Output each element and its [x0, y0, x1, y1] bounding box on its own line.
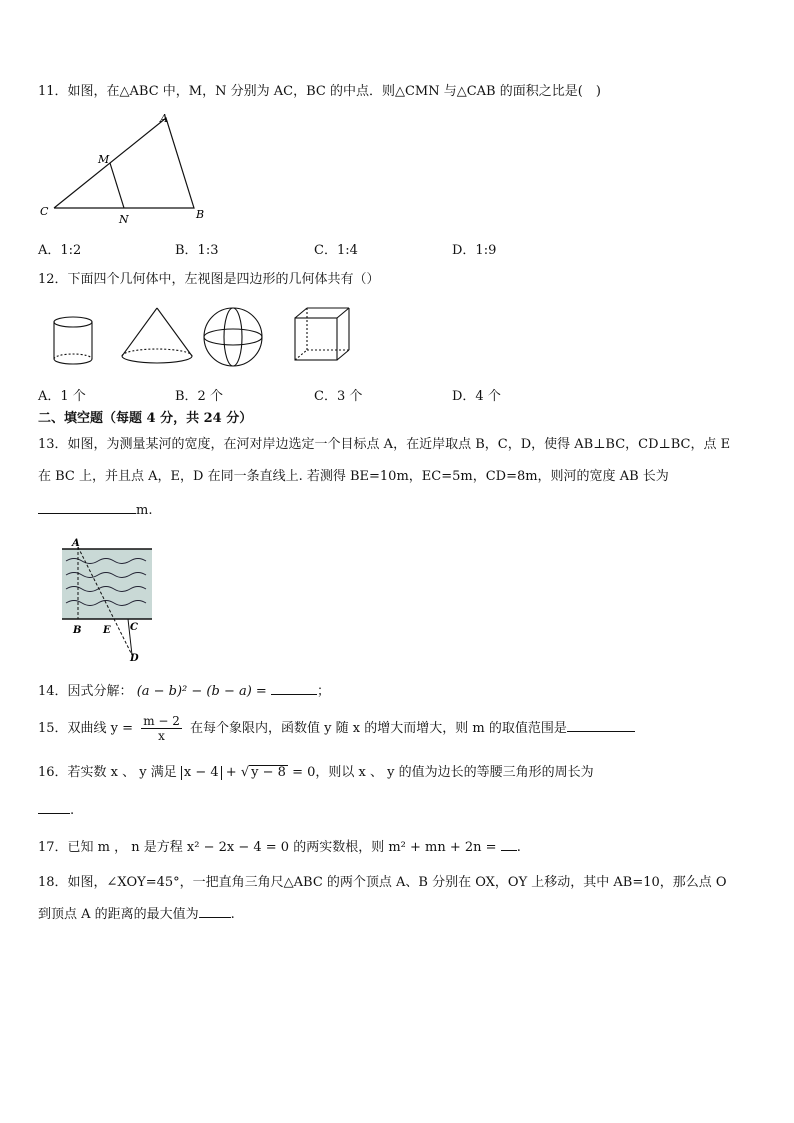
- label-b: B: [196, 208, 205, 221]
- label-a: A: [72, 538, 80, 549]
- solids-figure: [40, 300, 370, 370]
- question-11-text: 11．如图，在△ABC 中，M，N 分别为 AC，BC 的中点．则△CMN 与△CAB 的面积之比是( ): [38, 84, 601, 99]
- answer-blank-17[interactable]: [501, 837, 517, 851]
- q12-option-b[interactable]: B．2 个: [175, 389, 223, 404]
- label-m: M: [98, 153, 110, 166]
- segment-mn: [110, 163, 124, 208]
- question-13-line1: 13．如图，为测量某河的宽度，在河对岸边选定一个目标点 A，在近岸取点 B，C，D，使得 AB⊥BC，CD⊥BC，点 E: [38, 437, 731, 452]
- question-16: 16．若实数 x 、 y 满足 x − 4 + √ y − 8 = 0，则以 x 、 y 的值为边长的等腰三角形的周长为: [38, 765, 594, 780]
- q11-option-d[interactable]: D．1:9: [452, 243, 497, 258]
- cone-icon: [122, 308, 192, 363]
- q12-option-c[interactable]: C．3 个: [314, 389, 363, 404]
- question-18-line1: 18．如图，∠XOY=45°，一把直角三角尺△ABC 的两个顶点 A、B 分别在 OX，OY 上移动，其中 AB=10，那么点 O: [38, 875, 727, 890]
- q12-option-a[interactable]: A．1 个: [38, 389, 86, 404]
- label-n: N: [119, 213, 129, 226]
- label-e: E: [103, 625, 111, 636]
- section-title: 二、填空题（每题 4 分，共 24 分）: [38, 411, 253, 426]
- question-18-line2: 到顶点 A 的距离的最大值为 .: [38, 904, 235, 924]
- answer-blank-18[interactable]: [199, 904, 231, 918]
- question-16-line2: .: [38, 800, 74, 820]
- question-13-line3: m.: [38, 500, 152, 520]
- sphere-icon: [204, 308, 262, 366]
- answer-blank-14[interactable]: [271, 681, 317, 695]
- label-b: B: [73, 625, 82, 636]
- label-c: C: [40, 205, 49, 218]
- q12-option-d[interactable]: D．4 个: [452, 389, 501, 404]
- q11-option-b[interactable]: B．1:3: [175, 243, 219, 258]
- question-12-text: 12．下面四个几何体中，左视图是四边形的几何体共有（）: [38, 272, 380, 287]
- question-14: 14．因式分解： (a − b)² − (b − a) = ；: [38, 681, 330, 701]
- answer-blank-13[interactable]: [38, 500, 136, 514]
- fraction: $\frac{m - 2}{x}$: [143, 714, 180, 743]
- absolute-value: x − 4: [181, 766, 222, 780]
- label-a: A: [160, 112, 168, 125]
- river-water: [62, 549, 152, 619]
- answer-blank-15[interactable]: [567, 718, 635, 732]
- answer-blank-16[interactable]: [38, 800, 70, 814]
- label-d: D: [130, 653, 139, 663]
- triangle-abc: [54, 118, 194, 208]
- factor-expression: (a − b)² − (b − a) =: [136, 684, 267, 699]
- cylinder-icon: [54, 317, 92, 364]
- question-15: 15．双曲线 y = $\frac{m - 2}{x}$ 在每个象限内，函数值 y 随 x 的增大而增大，则 m 的取值范围是: [38, 714, 635, 744]
- question-17: 17．已知 m ， n 是方程 x² − 2x − 4 = 0 的两实数根，则 m² + mn + 2n = .: [38, 837, 521, 857]
- label-c: C: [130, 622, 138, 633]
- cube-icon: [295, 308, 349, 360]
- river-figure: [58, 535, 158, 663]
- q11-option-c[interactable]: C．1:4: [314, 243, 358, 258]
- q11-option-a[interactable]: A．1:2: [38, 243, 82, 258]
- square-root: y − 8: [251, 765, 286, 780]
- question-13-line2: 在 BC 上，并且点 A，E，D 在同一条直线上. 若测得 BE=10m，EC=5m，CD=8m，则河的宽度 AB 长为: [38, 469, 669, 484]
- triangle-figure: [36, 110, 216, 230]
